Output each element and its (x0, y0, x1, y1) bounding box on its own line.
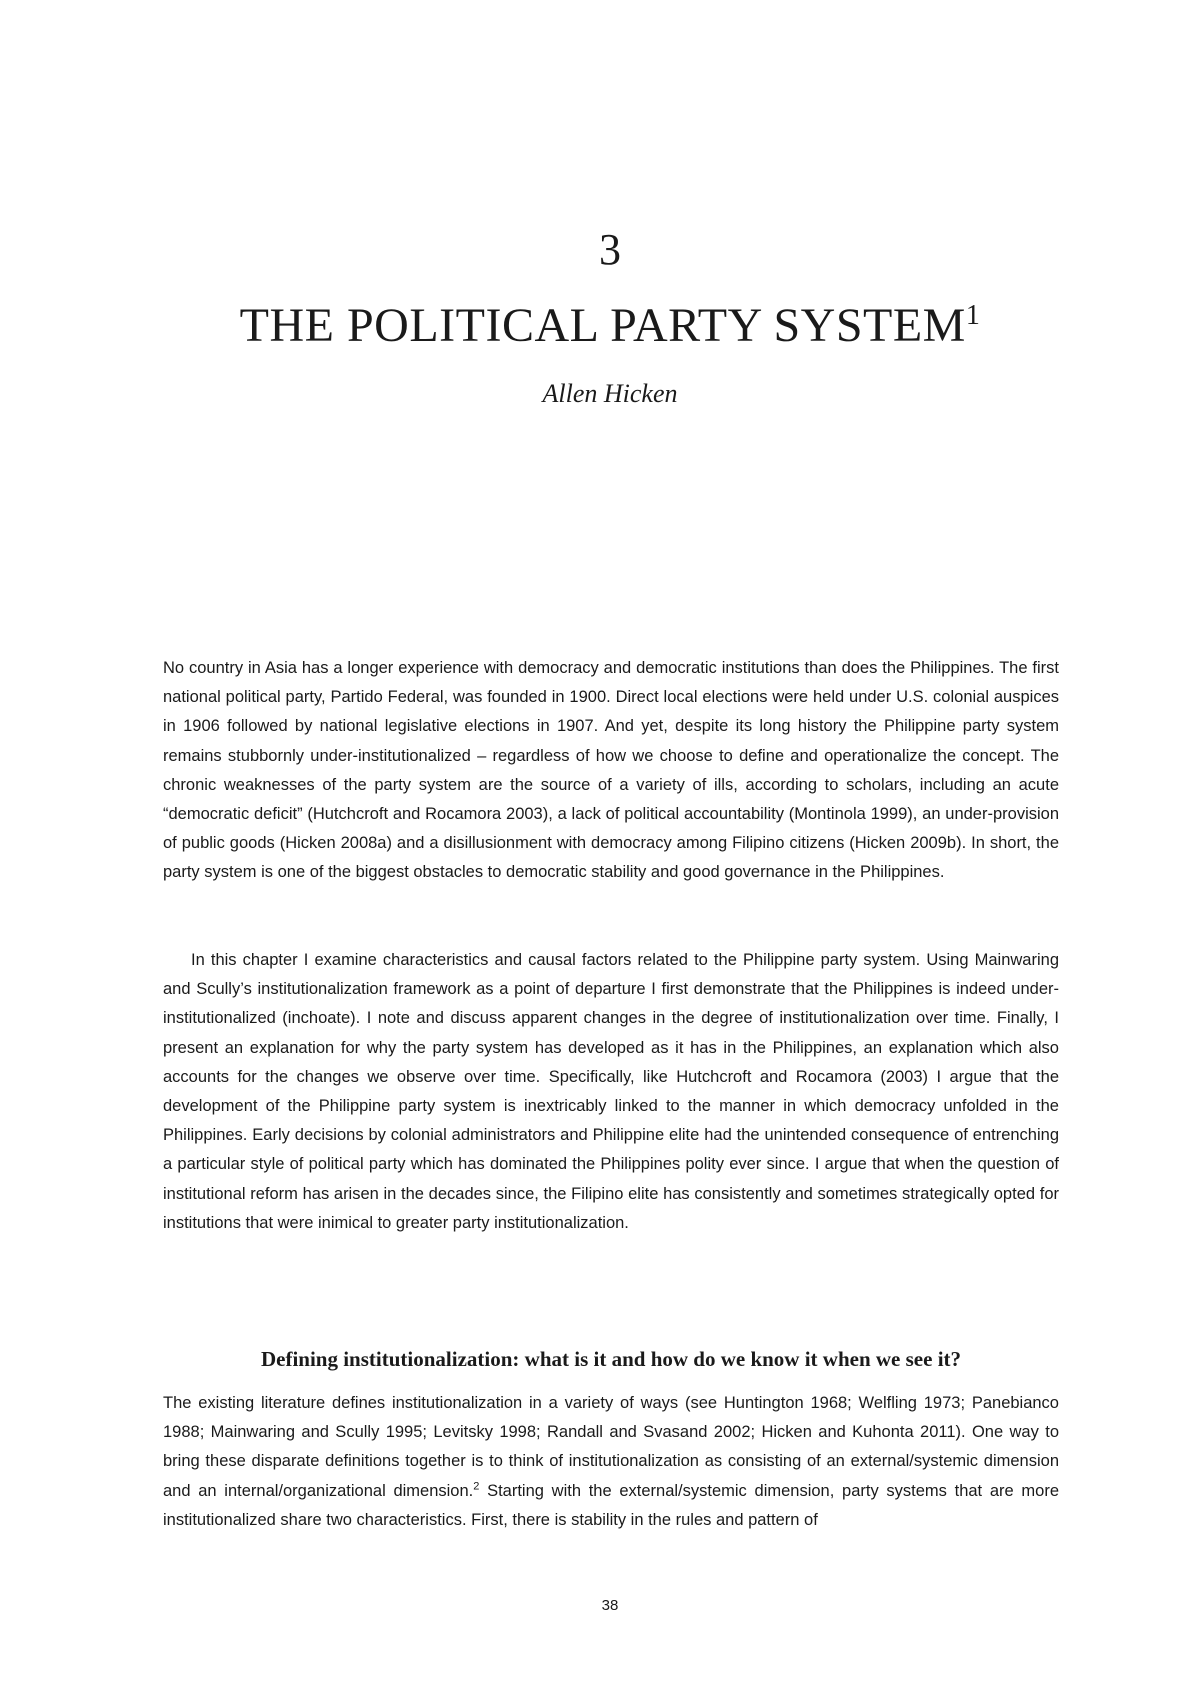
chapter-number: 3 (599, 225, 621, 274)
page-number: 38 (601, 1597, 619, 1614)
body-paragraph-3-part-1: The existing literature defines institutionalization in a variety of ways (see Huntington 1968; Welfling 1973; Panebianco 1988; Mainwaring and Scully 1995; Levitsky 1998; Randall and Svasand 2002; Hicken and Kuhonta 2011). One way to bring these disparate definitions together is to think of institutionalization as consisting of an external/systemic dimension and an internal/organizational dimension. (163, 1394, 1059, 1500)
body-paragraph-1: No country in Asia has a longer experience with democracy and democratic institutions than does the Philippines. The first national political party, Partido Federal, was founded in 1900. Direct local elections were held under U.S. colonial auspices in 1906 followed by national legislative elections in 1907. And yet, despite its long history the Philippine party system remains stubbornly under-institutionalized – regardless of how we choose to define and operationalize the concept. The chronic weaknesses of the party system are the source of a variety of ills, according to scholars, including an acute “democratic deficit” (Hutchcroft and Rocamora 2003), a lack of political accountability (Montinola 1999), an under-provision of public goods (Hicken 2008a) and a disillusionment with democracy among Filipino citizens (Hicken 2009b). In short, the party system is one of the biggest obstacles to democratic stability and good governance in the Philippines. (163, 659, 1059, 882)
body-paragraph-3-part-2: Starting with the external/systemic dimension, party systems that are more institutionalized share two characteristics. First, there is stability in the rules and pattern of (163, 1481, 1059, 1529)
chapter-author: Allen Hicken (542, 379, 678, 408)
body-paragraph-3 (163, 1389, 1059, 1535)
chapter-title (0, 298, 1200, 354)
chapter-title-text: THE POLITICAL PARTY SYSTEM (239, 299, 966, 352)
section-heading: Defining institutionalization: what is it and how do we know it when we see it? (260, 1347, 962, 1371)
footnote-marker[interactable]: 2 (473, 1480, 480, 1493)
body-paragraph-2: In this chapter I examine characteristics and causal factors related to the Philippine party system. Using Mainwaring and Scully’s institutionalization framework as a point of departure I first demonstrate that the Philippines is indeed under-institutionalized (inchoate). I note and discuss apparent changes in the degree of institutionalization over time. Finally, I present an explanation for why the party system has developed as it has in the Philippines, an explanation which also accounts for the changes we observe over time. Specifically, like Hutchcroft and Rocamora (2003) I argue that the development of the Philippine party system is inextricably linked to the manner in which democracy unfolded in the Philippines. Early decisions by colonial administrators and Philippine elite had the unintended consequence of entrenching a particular style of political party which has dominated the Philippines polity ever since. I argue that when the question of institutional reform has arisen in the decades since, the Filipino elite has consistently and sometimes strategically opted for institutions that were inimical to greater party institutionalization. (163, 951, 1059, 1232)
chapter-title-footnote-marker[interactable]: 1 (965, 300, 981, 331)
